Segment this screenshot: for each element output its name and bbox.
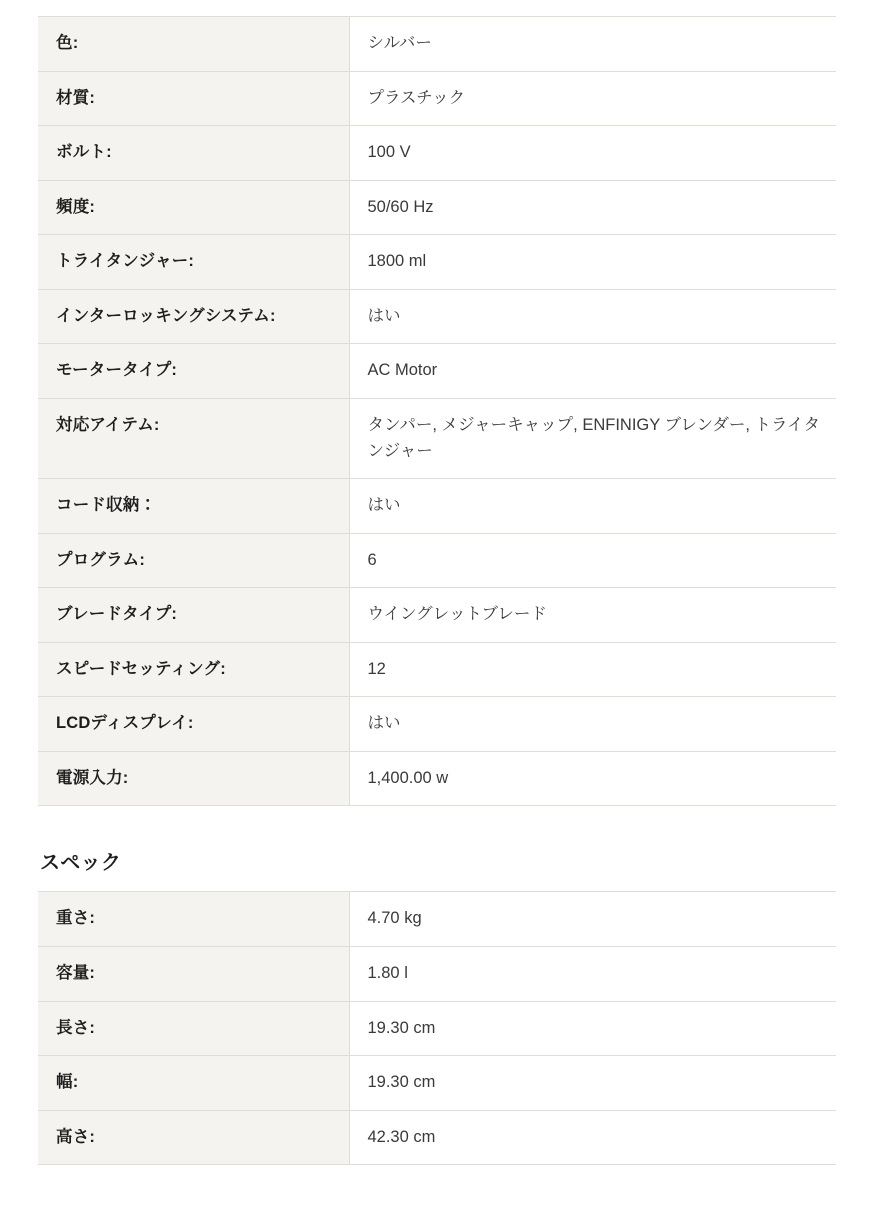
table-row [38,1001,836,1056]
table-row [38,697,836,752]
row-value: 19.30 cm [349,1056,836,1111]
row-value: 42.30 cm [349,1110,836,1165]
row-label: 材質: [38,71,349,126]
attributes-table-block [38,16,836,806]
table-row [38,642,836,697]
spec-table-body [38,892,836,1165]
table-row [38,533,836,588]
row-value: 1,400.00 w [349,751,836,806]
row-label: 対応アイテム: [38,398,349,478]
table-row [38,17,836,72]
row-value: ウイングレットブレード [349,588,836,643]
row-value: 50/60 Hz [349,180,836,235]
row-value: シルバー [349,17,836,72]
table-row [38,588,836,643]
bottom-spacer [38,1165,836,1209]
attributes-table [38,16,836,806]
attributes-table-body [38,17,836,806]
section-title-spec: スペック [40,852,122,875]
row-label: プログラム: [38,533,349,588]
row-value: プラスチック [349,71,836,126]
row-value: はい [349,289,836,344]
table-row [38,235,836,290]
row-value: 4.70 kg [349,892,836,947]
table-row [38,751,836,806]
row-label: 色: [38,17,349,72]
row-label: 電源入力: [38,751,349,806]
row-value: タンパー, メジャーキャップ, ENFINIGY ブレンダー, トライタンジャー [349,398,836,478]
table-row [38,947,836,1002]
row-value: 1800 ml [349,235,836,290]
row-label: ボルト: [38,126,349,181]
table-row [38,126,836,181]
spec-table [38,891,836,1165]
row-label: コード収納： [38,479,349,534]
table-row [38,180,836,235]
row-label: 高さ: [38,1110,349,1165]
table-row [38,1056,836,1111]
row-value: はい [349,697,836,752]
row-value: AC Motor [349,344,836,399]
table-row [38,289,836,344]
row-label: スピードセッティング: [38,642,349,697]
row-label: 幅: [38,1056,349,1111]
table-row [38,398,836,478]
table-row [38,71,836,126]
top-spacer [38,0,836,16]
row-value: 12 [349,642,836,697]
row-label: トライタンジャー: [38,235,349,290]
table-row [38,1110,836,1165]
row-label: インターロッキングシステム: [38,289,349,344]
row-label: LCDディスプレイ: [38,697,349,752]
row-value: 100 V [349,126,836,181]
table-row [38,892,836,947]
row-label: 容量: [38,947,349,1002]
row-label: 頻度: [38,180,349,235]
row-value: 1.80 l [349,947,836,1002]
row-label: モータータイプ: [38,344,349,399]
row-value: 19.30 cm [349,1001,836,1056]
row-label: 重さ: [38,892,349,947]
spec-table-block [38,891,836,1165]
row-label: 長さ: [38,1001,349,1056]
row-value: はい [349,479,836,534]
row-label: ブレードタイプ: [38,588,349,643]
table-row [38,344,836,399]
table-row [38,479,836,534]
row-value: 6 [349,533,836,588]
